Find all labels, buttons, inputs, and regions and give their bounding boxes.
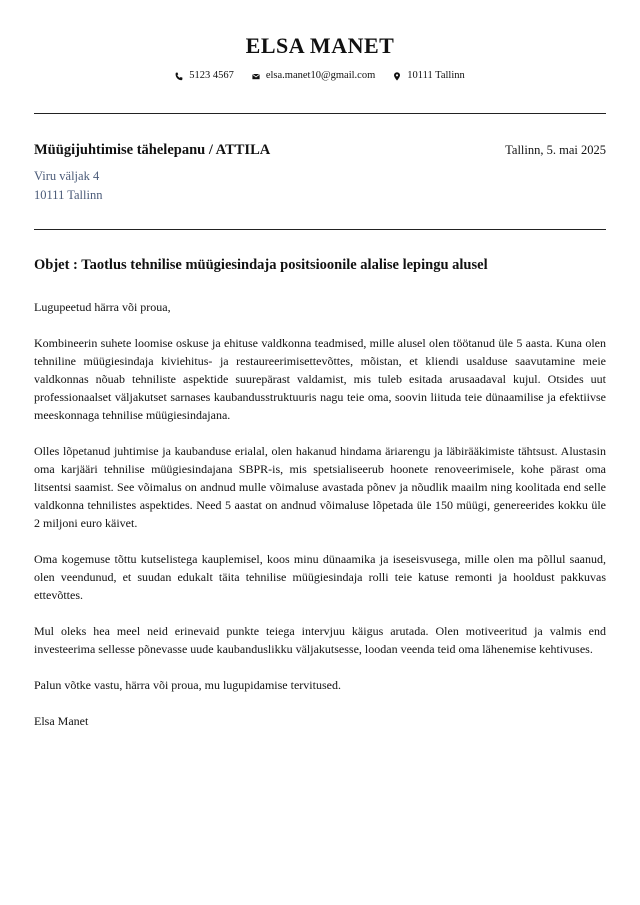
recipient-block	[34, 141, 434, 205]
header-divider	[34, 113, 606, 114]
recipient-address-line1: Viru väljak 4	[34, 169, 100, 183]
contact-email	[252, 69, 375, 83]
recipient-address-line2: 10111 Tallinn	[34, 188, 103, 202]
body-paragraph-1: Kombineerin suhete loomise oskuse ja ehituse valdkonna teadmised, mille alusel olen töötanud üle 5 aasta. Kuna olen tehniline müügiesindaja kiviehitus- ja restaureerimisettevõttes, mõistan, et kliendi usalduse saavutamine meie valdkonnas nõuab tehniliste aspektide suurepärast valdamist, mis tuleb esitada arusaadaval kujul. Otsides uut professionaalset väljakutset sarnases kaubandusstruktuuris nagu teie oma, soovin liituda teie dünaamilise ja efektiivse meeskonnaga tehnilise müügiesindajana.	[34, 336, 606, 422]
recipient-name: Müügijuhtimise tähelepanu / ATTILA	[34, 142, 271, 158]
applicant-name: ELSA MANET	[245, 33, 395, 58]
letter-date: Tallinn, 5. mai 2025	[505, 143, 606, 157]
email-address: elsa.manet10@gmail.com	[265, 70, 376, 81]
location-text: 10111 Tallinn	[407, 70, 465, 81]
contact-phone	[175, 69, 234, 83]
mail-icon	[252, 72, 260, 81]
phone-number: 5123 4567	[189, 70, 234, 81]
contact-bar	[0, 69, 640, 83]
phone-icon	[175, 72, 183, 81]
body-paragraph-2: Olles lõpetanud juhtimise ja kaubanduse erialal, olen hakanud hindama äriarengu ja läbirääkimiste tähtsust. Alustasin oma karjääri tehnilise müügiesindajana SBPR-is, mis spetsialiseerub hoonete renoveerimisele, kohe pärast oma litsentsi saamist. See võimalus on andnud mulle võimaluse avastada põnev ja nõudlik maailm ning koolitada end selle valdkonna tehnilistes aspektides. Need 5 aastat on andnud võimaluse lõpetada üle 150 müügi, genereerides kokku üle 2 miljoni euro käivet.	[34, 444, 606, 530]
greeting: Lugupeetud härra või proua,	[34, 300, 171, 314]
letter-body	[34, 298, 606, 748]
closing: Palun võtke vastu, härra või proua, mu lugupidamise tervitused.	[34, 678, 341, 692]
body-paragraph-3: Oma kogemuse tõttu kutselistega kauplemisel, koos minu dünaamika ja iseseisvusega, mille olen ma põllul saanud, olen veendunud, et suudan edukalt täita tehnilise müügiesindaja rolli teie katuse remonti ja hooldust pakkuvas ettevõttes.	[34, 552, 606, 602]
contact-location	[393, 69, 465, 83]
letter-subject: Objet : Taotlus tehnilise müügiesindaja positsioonile alalise lepingu alusel	[34, 257, 488, 273]
signature: Elsa Manet	[34, 714, 89, 728]
body-paragraph-4: Mul oleks hea meel neid erinevaid punkte teiega intervjuu käigus arutada. Olen motiveeritud ja valmis end investeerima sellesse põnevasse uude kaubanduslikku väljakutsesse, loodan veenda teid oma lähenemise kehtivuses.	[34, 624, 606, 656]
location-icon	[393, 72, 401, 81]
recipient-divider	[34, 229, 606, 230]
